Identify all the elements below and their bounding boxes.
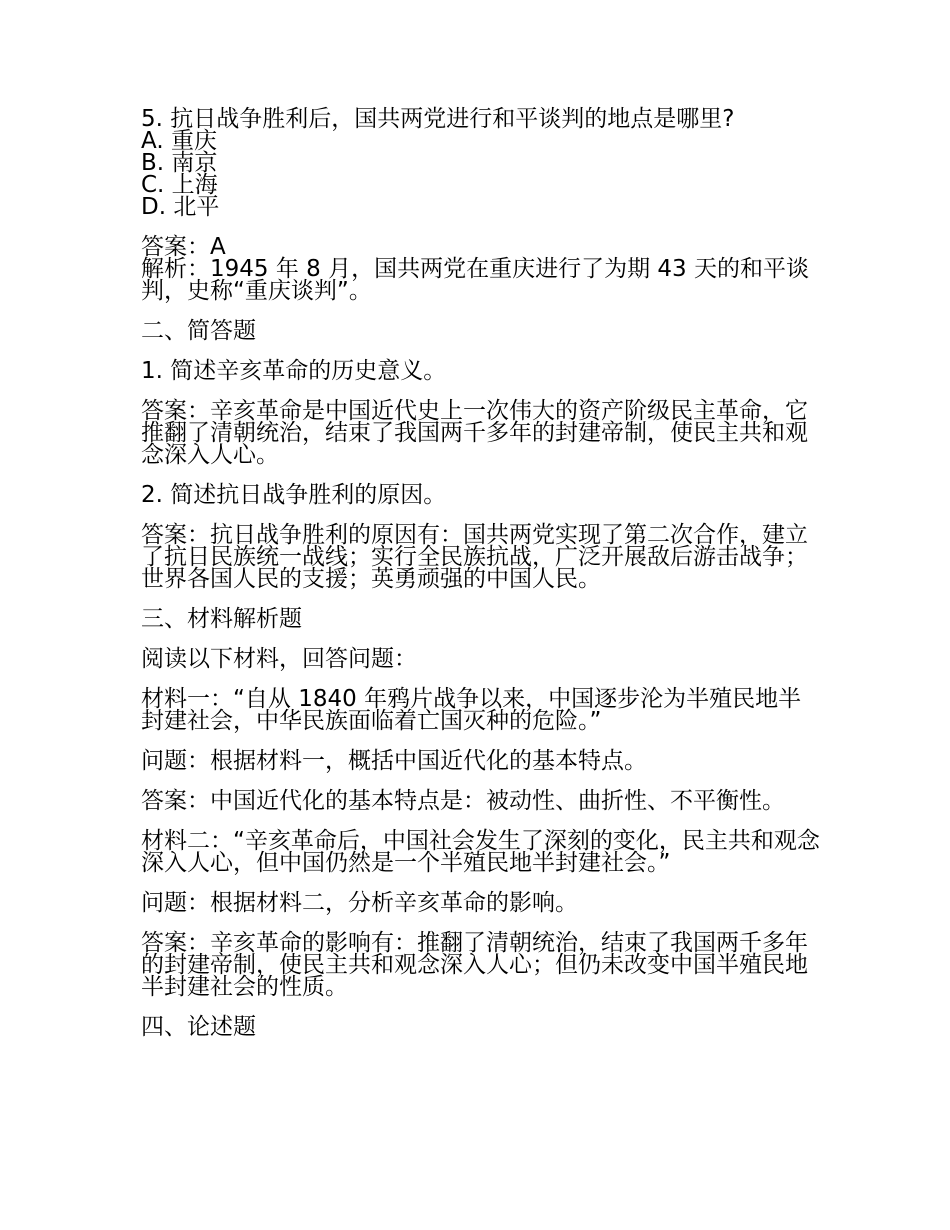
material-2-answer: 答案：辛亥革命的影响有：推翻了清朝统治，结束了我国两千多年的封建帝制，使民主共和观念深入人心；但仍未改变中国半殖民地半封建社会的性质。	[141, 930, 808, 1000]
material-1-answer: 答案：中国近代化的基本特点是：被动性、曲折性、不平衡性。	[141, 788, 785, 814]
option-c: C. 上海	[141, 172, 218, 198]
answer-5: 答案：A	[141, 234, 226, 260]
question-5: 5. 抗日战争胜利后，国共两党进行和平谈判的地点是哪里?	[141, 106, 735, 132]
section-heading-short-answer: 二、简答题	[141, 318, 256, 344]
short-answer-answer-2: 答案：抗日战争胜利的原因有：国共两党实现了第二次合作，建立了抗日民族统一战线；实行全民族抗战，广泛开展敌后游击战争；世界各国人民的支援；英勇顽强的中国人民。	[141, 522, 808, 592]
option-d: D. 北平	[141, 194, 220, 220]
short-answer-question-1: 1. 简述辛亥革命的历史意义。	[141, 358, 447, 384]
material-2: 材料二：“辛亥革命后，中国社会发生了深刻的变化，民主共和观念深入人心，但中国仍然是一个半殖民地半封建社会。”	[141, 828, 820, 876]
material-1: 材料一：“自从 1840 年鸦片战争以来，中国逐步沦为半殖民地半封建社会，中华民族面临着亡国灭种的危险。”	[141, 686, 802, 734]
short-answer-answer-1: 答案：辛亥革命是中国近代史上一次伟大的资产阶级民主革命，它推翻了清朝统治，结束了我国两千多年的封建帝制，使民主共和观念深入人心。	[141, 398, 808, 468]
material-intro: 阅读以下材料，回答问题：	[141, 646, 417, 672]
material-2-question: 问题：根据材料二，分析辛亥革命的影响。	[141, 890, 578, 916]
short-answer-question-2: 2. 简述抗日战争胜利的原因。	[141, 482, 447, 508]
section-heading-material-analysis: 三、材料解析题	[141, 606, 302, 632]
section-heading-essay: 四、论述题	[141, 1014, 256, 1040]
analysis-5: 解析：1945 年 8 月，国共两党在重庆进行了为期 43 天的和平谈判，史称“重庆谈判”。	[141, 256, 809, 304]
option-a: A. 重庆	[141, 128, 217, 154]
material-1-question: 问题：根据材料一，概括中国近代化的基本特点。	[141, 748, 647, 774]
document-page	[141, 108, 821, 1038]
option-b: B. 南京	[141, 150, 218, 176]
